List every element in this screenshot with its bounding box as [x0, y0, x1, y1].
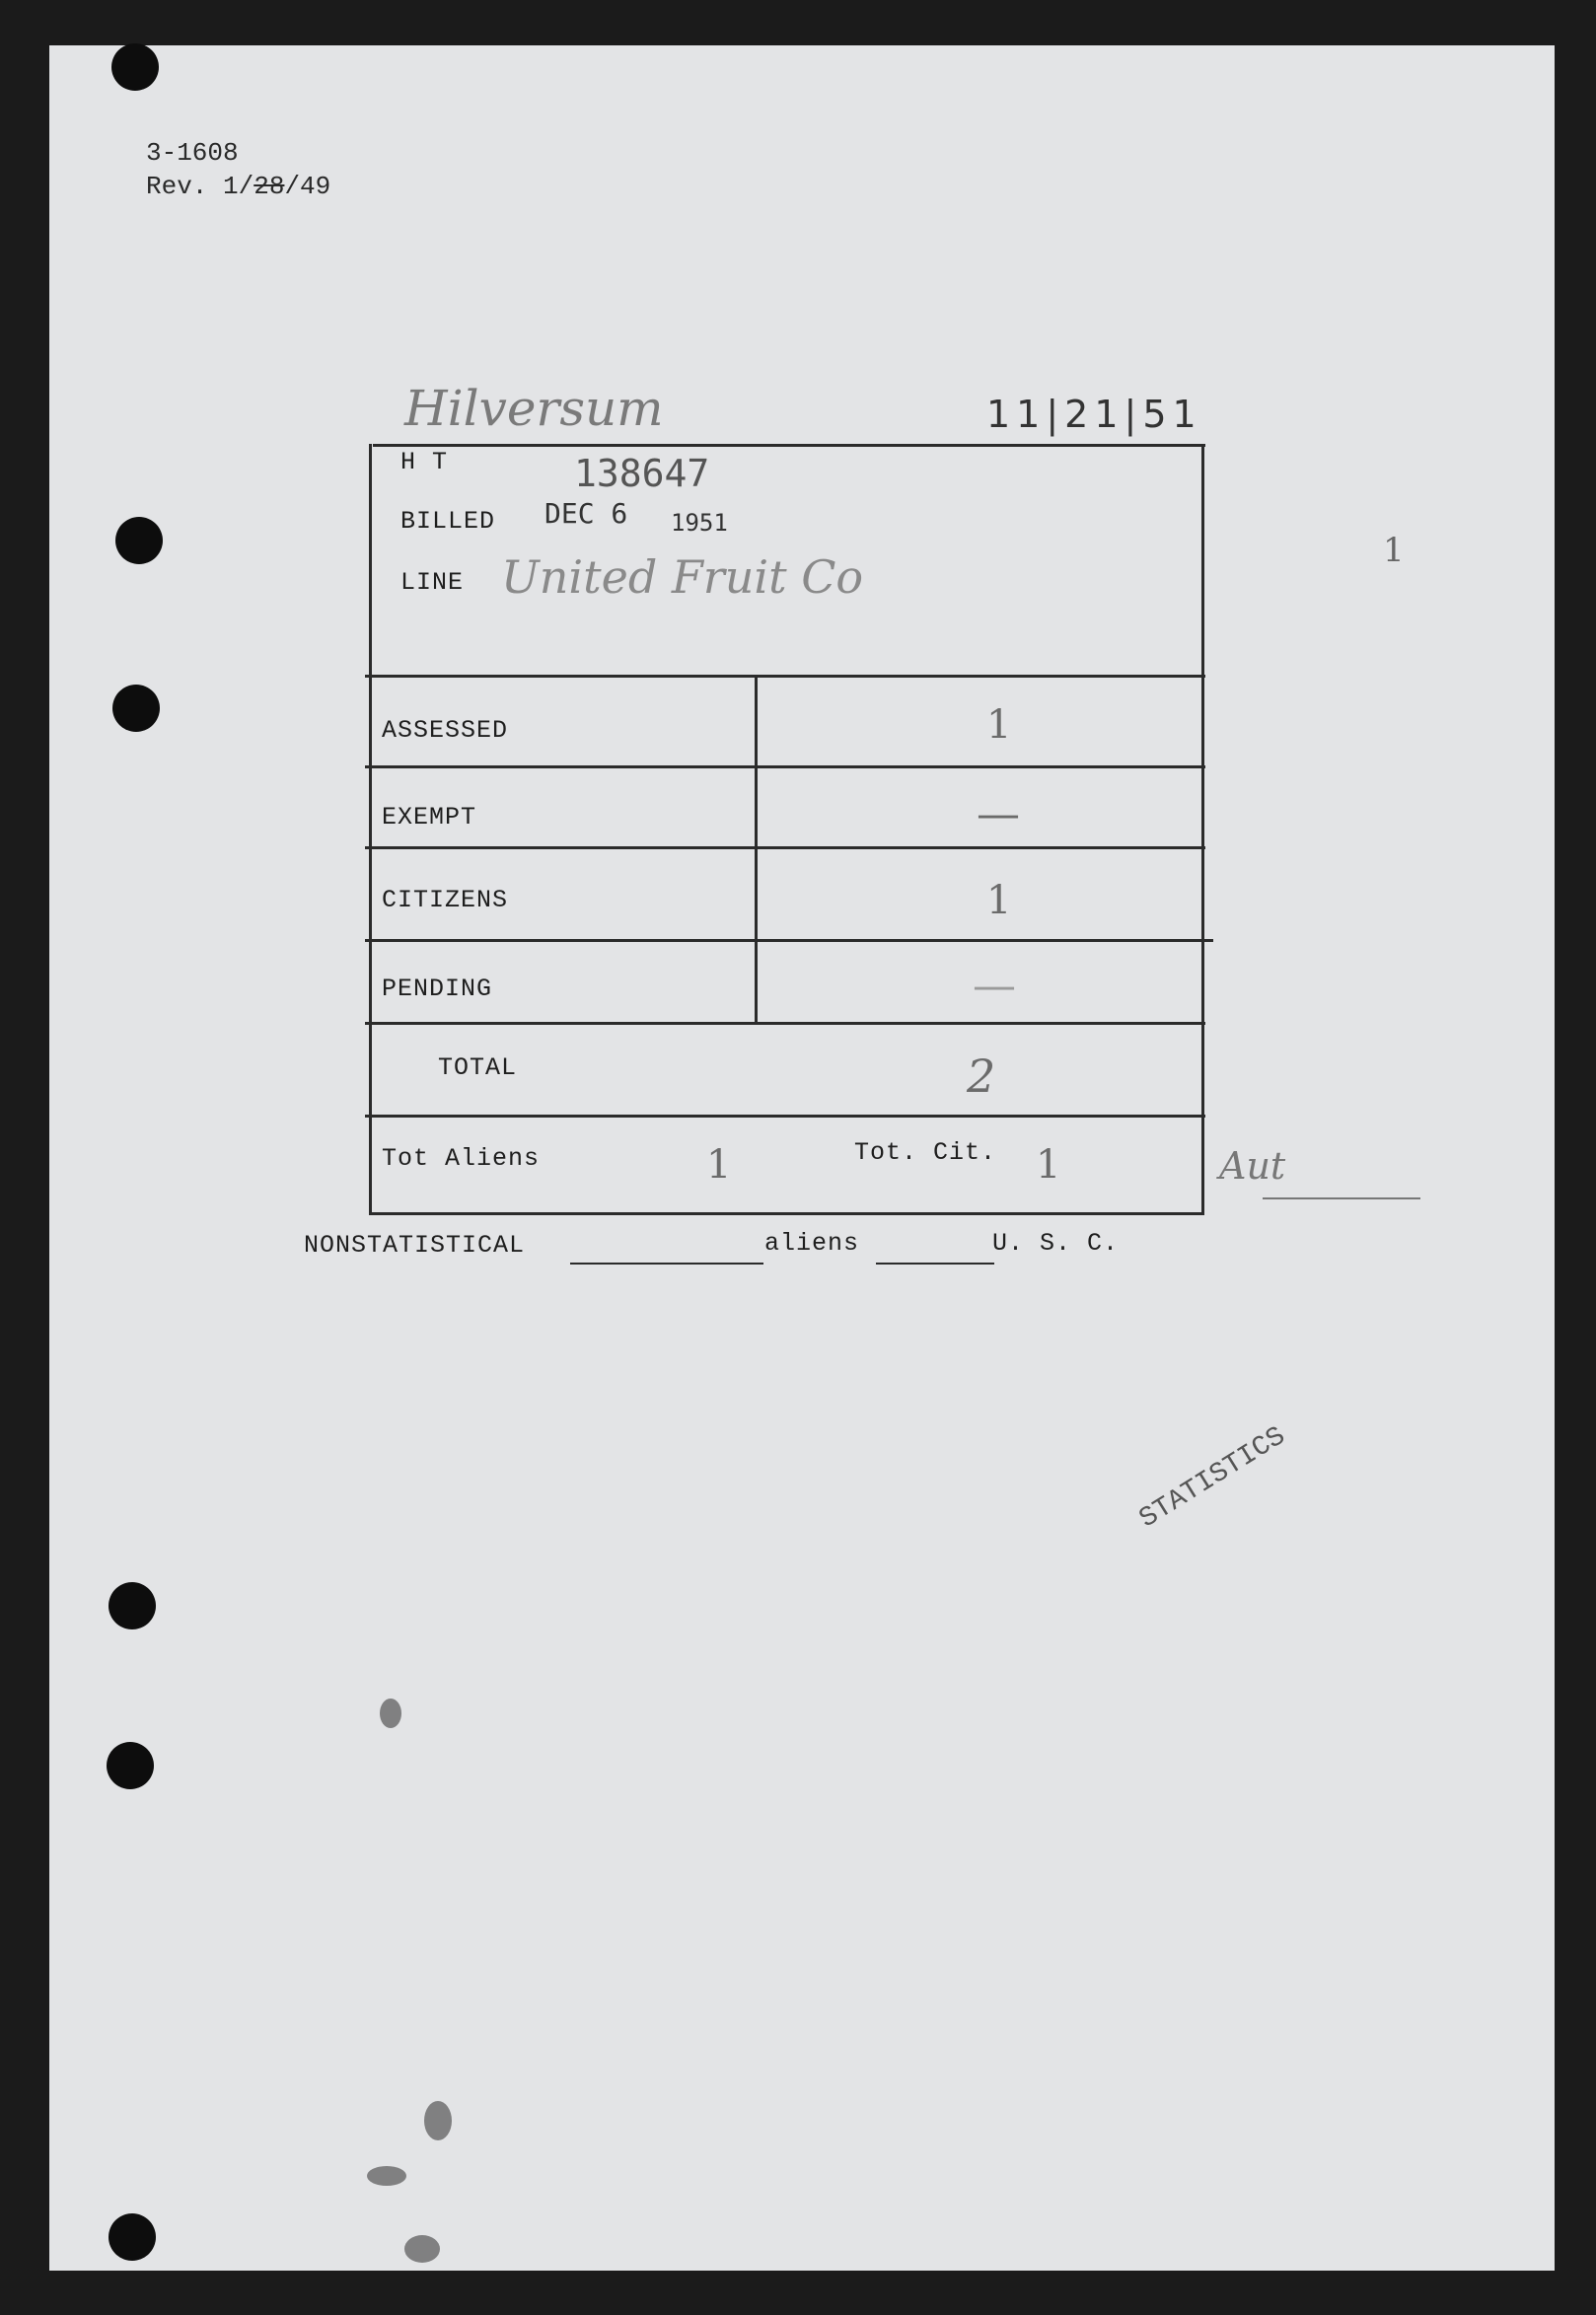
binder-hole: [109, 2213, 156, 2261]
billed-date: DEC 6: [544, 497, 628, 530]
divider: [369, 1212, 1204, 1215]
aliens-blank: [876, 1263, 994, 1265]
exempt-label: EXEMPT: [382, 803, 477, 832]
divider: [365, 675, 1205, 678]
nonstatistical-blank: [570, 1263, 763, 1265]
tot-aliens-value: 1: [706, 1142, 732, 1188]
billed-year: 1951: [671, 509, 728, 537]
binder-hole: [115, 517, 163, 564]
citizens-value: 1: [986, 878, 1012, 923]
total-value: 2: [967, 1049, 996, 1103]
nonstatistical-label: NONSTATISTICAL: [304, 1231, 526, 1260]
divider: [365, 1115, 1205, 1118]
aliens-label: aliens: [764, 1229, 860, 1258]
form-revision-struck: 28: [254, 172, 285, 201]
tot-aliens-label: Tot Aliens: [382, 1144, 541, 1173]
tot-cit-label: Tot. Cit.: [854, 1138, 997, 1167]
divider: [365, 765, 1205, 768]
assessed-value: 1: [986, 702, 1012, 748]
citizens-label: CITIZENS: [382, 886, 509, 914]
line-value-handwritten: United Fruit Co: [501, 550, 864, 604]
ht-label: H T: [400, 448, 449, 476]
ink-smudge: [367, 2166, 406, 2186]
form-revision-prefix: Rev. 1/: [146, 172, 254, 201]
pending-label: PENDING: [382, 975, 493, 1003]
ht-number: 138647: [574, 452, 710, 495]
ink-smudge: [380, 1699, 401, 1728]
ink-smudge: [404, 2235, 440, 2263]
total-label: TOTAL: [438, 1053, 518, 1082]
assessed-label: ASSESSED: [382, 716, 509, 745]
form-number: 3-1608: [146, 138, 239, 168]
date-handwritten: 11|21|51: [986, 393, 1202, 436]
statistics-stamp: STATISTICS: [1134, 1420, 1291, 1536]
signature-line: [1263, 1197, 1420, 1199]
tot-cit-value: 1: [1036, 1142, 1061, 1188]
divider: [365, 846, 1205, 849]
divider: [365, 939, 1213, 942]
exempt-value: —: [977, 789, 1020, 839]
divider: [369, 444, 372, 1215]
binder-hole: [111, 43, 159, 91]
line-label: LINE: [400, 568, 465, 597]
usc-label: U. S. C.: [992, 1229, 1120, 1258]
vessel-name-handwritten: Hilversum: [404, 380, 664, 437]
ink-smudge: [424, 2101, 452, 2140]
divider: [1201, 444, 1204, 1215]
pending-value: —: [973, 961, 1016, 1011]
divider: [365, 1022, 1205, 1025]
divider: [755, 675, 758, 1024]
examiner-initials: Aut: [1219, 1144, 1286, 1188]
binder-hole: [112, 685, 160, 732]
margin-number: 1: [1383, 531, 1405, 570]
binder-hole: [109, 1582, 156, 1629]
binder-hole: [107, 1742, 154, 1789]
form-identifier: [146, 136, 330, 203]
form-revision-suffix: /49: [284, 172, 331, 201]
billed-label: BILLED: [400, 507, 496, 536]
divider: [373, 444, 1205, 447]
